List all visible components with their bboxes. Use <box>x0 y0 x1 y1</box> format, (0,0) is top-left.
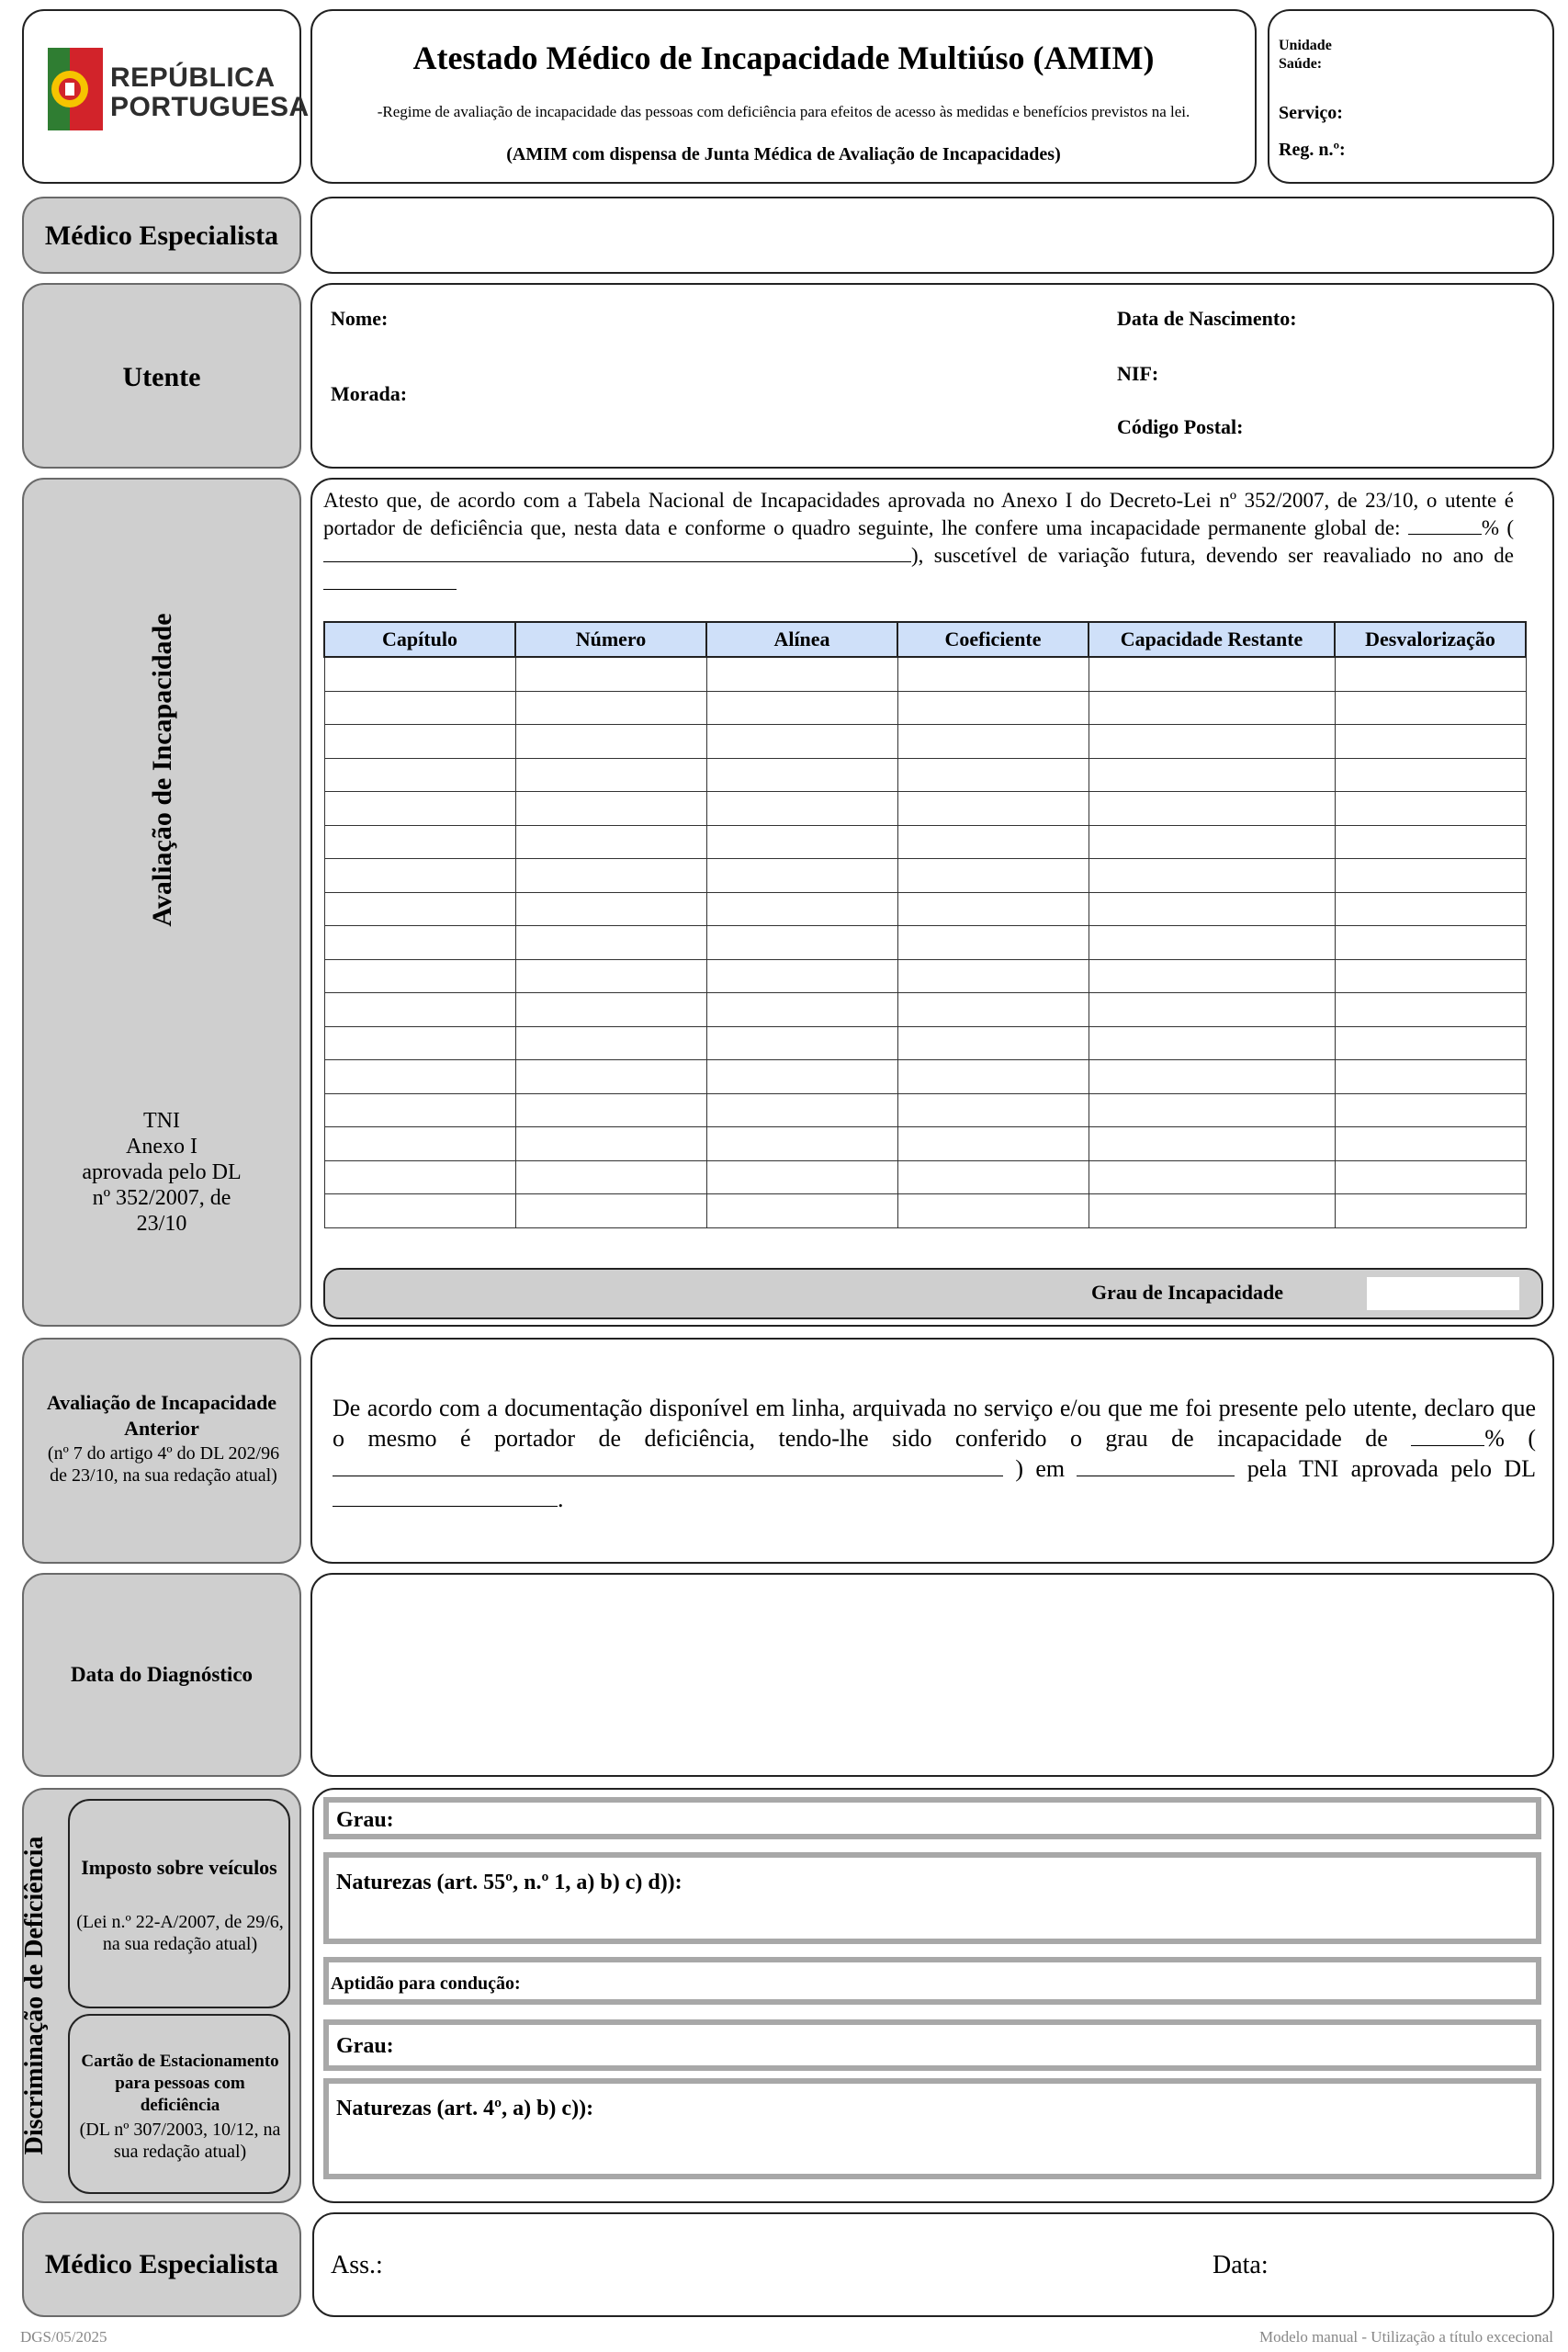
percent-words-field[interactable] <box>323 541 911 562</box>
table-cell[interactable] <box>324 657 515 691</box>
table-cell[interactable] <box>897 1026 1089 1060</box>
page-title: Atestado Médico de Incapacidade Multiúso (AMIM) <box>412 40 1155 76</box>
table-cell[interactable] <box>897 691 1089 725</box>
imposto-ref: (Lei n.º 22-A/2007, de 29/6, na sua redação atual) <box>76 1912 284 1954</box>
table-cell[interactable] <box>1335 1160 1526 1194</box>
table-row <box>324 657 1526 691</box>
table-cell[interactable] <box>1335 859 1526 893</box>
reavaliacao-year-field[interactable] <box>323 569 457 590</box>
table-cell[interactable] <box>706 758 897 792</box>
col-numero: Número <box>515 622 706 657</box>
morada-label: Morada: <box>331 382 408 405</box>
data-nascimento-label: Data de Nascimento: <box>1117 307 1297 330</box>
tni-note-line: 23/10 <box>136 1212 187 1236</box>
table-cell[interactable] <box>1089 691 1335 725</box>
table-cell[interactable] <box>897 993 1089 1027</box>
table-cell[interactable] <box>1089 657 1335 691</box>
table-row <box>324 892 1526 926</box>
grau2-label: Grau: <box>336 2034 394 2058</box>
table-cell[interactable] <box>897 1093 1089 1127</box>
discriminacao-label: Discriminação de Deficiência <box>20 1836 49 2155</box>
nif-label: NIF: <box>1117 362 1159 385</box>
table-cell[interactable] <box>1335 1026 1526 1060</box>
table-cell[interactable] <box>1089 1127 1335 1161</box>
table-cell[interactable] <box>324 758 515 792</box>
table-cell[interactable] <box>515 1194 706 1228</box>
anterior-date-field[interactable] <box>1077 1455 1235 1476</box>
table-cell[interactable] <box>897 825 1089 859</box>
anterior-period: . <box>558 1486 564 1512</box>
avaliacao-label-box <box>22 478 301 1327</box>
anterior-label-box <box>22 1338 301 1564</box>
anterior-box <box>310 1338 1554 1564</box>
table-row <box>324 1194 1526 1228</box>
table-row <box>324 1127 1526 1161</box>
footer-right: Modelo manual - Utilização a título excecional <box>1258 2328 1553 2346</box>
table-row <box>324 926 1526 960</box>
logo-box <box>22 9 310 184</box>
table-cell[interactable] <box>706 825 897 859</box>
table-cell[interactable] <box>324 959 515 993</box>
tni-note-line: aprovada pelo DL <box>82 1160 242 1184</box>
anterior-percent-field[interactable] <box>1411 1425 1484 1446</box>
table-cell[interactable] <box>1335 725 1526 759</box>
table-cell[interactable] <box>324 859 515 893</box>
signature-box <box>312 2212 1554 2317</box>
table-cell[interactable] <box>324 725 515 759</box>
table-cell[interactable] <box>324 926 515 960</box>
anterior-text-part1: De acordo com a documentação disponível em linha, arquivada no serviço e/ou que me foi presente pelo utente, declaro que o mesmo é portador de deficiência, tendo-lhe sido conferido o grau de incapacidade de <box>333 1395 1536 1452</box>
table-row <box>324 993 1526 1027</box>
table-row <box>324 1060 1526 1094</box>
table-cell[interactable] <box>1089 859 1335 893</box>
table-cell[interactable] <box>1335 657 1526 691</box>
naturezas1-label: Naturezas (art. 55º, n.º 1, a) b) c) d)): <box>336 1871 682 1894</box>
servico-label: Serviço: <box>1279 103 1343 123</box>
table-cell[interactable] <box>515 859 706 893</box>
table-cell[interactable] <box>515 792 706 826</box>
table-cell[interactable] <box>706 1127 897 1161</box>
table-cell[interactable] <box>1089 758 1335 792</box>
table-cell[interactable] <box>706 993 897 1027</box>
avaliacao-label: Avaliação de Incapacidade <box>147 613 177 927</box>
table-cell[interactable] <box>1089 993 1335 1027</box>
table-row <box>324 792 1526 826</box>
utente-box <box>310 283 1554 469</box>
naturezas2-field[interactable] <box>323 2078 1541 2179</box>
table-cell[interactable] <box>1089 825 1335 859</box>
diagnostico-label-box <box>22 1573 301 1777</box>
table-cell[interactable] <box>706 1060 897 1094</box>
table-cell[interactable] <box>1089 1160 1335 1194</box>
cartao-title: Cartão de Estacionamento para pessoas com deficiência <box>81 2052 279 2115</box>
col-coeficiente: Coeficiente <box>897 622 1089 657</box>
table-cell[interactable] <box>1335 792 1526 826</box>
avaliacao-text-part2: ), suscetível de variação futura, devendo ser reavaliado no ano de <box>911 544 1514 567</box>
table-cell[interactable] <box>706 1093 897 1127</box>
col-desvalorizacao: Desvalorização <box>1335 622 1526 657</box>
table-cell[interactable] <box>706 1026 897 1060</box>
table-cell[interactable] <box>324 825 515 859</box>
table-cell[interactable] <box>897 1194 1089 1228</box>
table-cell[interactable] <box>324 1060 515 1094</box>
table-cell[interactable] <box>1335 1093 1526 1127</box>
grau-incapacidade-bar <box>323 1268 1543 1319</box>
anterior-label-line2: Anterior <box>124 1417 199 1440</box>
cartao-ref: (DL nº 307/2003, 10/12, na sua redação atual) <box>79 2120 281 2162</box>
reg-label: Reg. n.º: <box>1279 140 1346 160</box>
table-cell[interactable] <box>706 691 897 725</box>
table-cell[interactable] <box>1089 1194 1335 1228</box>
table-cell[interactable] <box>897 725 1089 759</box>
table-cell[interactable] <box>324 1194 515 1228</box>
anterior-label-line1: Avaliação de Incapacidade <box>46 1391 277 1414</box>
anterior-percent-sign: % <box>1484 1425 1505 1452</box>
table-row <box>324 959 1526 993</box>
table-cell[interactable] <box>1089 892 1335 926</box>
table-cell[interactable] <box>706 1160 897 1194</box>
tni-note-line: Anexo I <box>126 1135 197 1159</box>
utente-label-box <box>22 283 301 469</box>
table-row <box>324 691 1526 725</box>
anterior-pela: pela TNI aprovada pelo DL <box>1247 1455 1537 1482</box>
page-note: (AMIM com dispensa de Junta Médica de Avaliação de Incapacidades) <box>506 144 1061 164</box>
anterior-ref: (nº 7 do artigo 4º do DL 202/96 de 23/10, na sua redação atual) <box>47 1443 280 1486</box>
aptidao-field[interactable] <box>323 1957 1541 2005</box>
table-cell[interactable] <box>1089 1093 1335 1127</box>
anterior-words-field[interactable] <box>333 1455 1003 1476</box>
table-cell[interactable] <box>897 926 1089 960</box>
table-cell[interactable] <box>515 691 706 725</box>
grau2-field[interactable] <box>323 2019 1541 2071</box>
footer-left: DGS/05/2025 <box>20 2328 107 2346</box>
table-row <box>324 825 1526 859</box>
table-row <box>324 859 1526 893</box>
grau-incapacidade-label: Grau de Incapacidade <box>1091 1281 1284 1304</box>
table-header-row <box>324 622 1526 657</box>
table-cell[interactable] <box>1335 1060 1526 1094</box>
table-cell[interactable] <box>515 959 706 993</box>
table-cell[interactable] <box>515 758 706 792</box>
table-cell[interactable] <box>324 1026 515 1060</box>
imposto-title: Imposto sobre veículos <box>81 1856 277 1879</box>
data-label: Data: <box>1213 2251 1269 2279</box>
avaliacao-text-part1: Atesto que, de acordo com a Tabela Nacional de Incapacidades aprovada no Anexo I do Decreto-Lei nº 352/2007, de 23/10, o utente é portador de deficiência que, nesta data e conforme o quadro seguinte, lhe confere uma incapacidade permanente global de: <box>323 489 1514 539</box>
anterior-dl-field[interactable] <box>333 1486 558 1507</box>
unidade-label: Unidade Saúde: <box>1279 38 1332 72</box>
medico-bottom-label: Médico Especialista <box>44 2249 279 2279</box>
table-cell[interactable] <box>897 657 1089 691</box>
tni-note-line: TNI <box>143 1109 180 1133</box>
table-cell[interactable] <box>897 1160 1089 1194</box>
medico-bottom-label-box <box>22 2212 301 2317</box>
table-cell[interactable] <box>324 691 515 725</box>
page-subtitle: -Regime de avaliação de incapacidade das pessoas com deficiência para efeitos de acesso às medidas e benefícios previstos na lei. <box>377 103 1190 120</box>
medico-top-label-box <box>22 197 301 274</box>
cartao-box <box>68 2014 290 2194</box>
grau-incapacidade-field[interactable] <box>1367 1277 1519 1310</box>
table-cell[interactable] <box>324 993 515 1027</box>
table-cell[interactable] <box>897 859 1089 893</box>
table-row <box>324 1093 1526 1127</box>
table-cell[interactable] <box>515 1127 706 1161</box>
table-cell[interactable] <box>515 657 706 691</box>
table-cell[interactable] <box>706 926 897 960</box>
col-alinea: Alínea <box>706 622 897 657</box>
table-cell[interactable] <box>706 1194 897 1228</box>
col-capitulo: Capítulo <box>324 622 515 657</box>
table-cell[interactable] <box>1335 993 1526 1027</box>
table-cell[interactable] <box>1335 926 1526 960</box>
table-row <box>324 758 1526 792</box>
codigo-postal-label: Código Postal: <box>1117 415 1244 438</box>
table-cell[interactable] <box>515 825 706 859</box>
table-cell[interactable] <box>515 1026 706 1060</box>
tni-note-line: nº 352/2007, de <box>92 1186 231 1210</box>
ass-label: Ass.: <box>331 2251 383 2279</box>
table-cell[interactable] <box>897 792 1089 826</box>
grau1-field[interactable] <box>323 1797 1541 1839</box>
diagnostico-label: Data do Diagnóstico <box>70 1663 254 1686</box>
grau1-label: Grau: <box>336 1808 394 1832</box>
anterior-open-paren: ( <box>1528 1425 1536 1452</box>
table-cell[interactable] <box>897 758 1089 792</box>
table-cell[interactable] <box>897 892 1089 926</box>
table-cell[interactable] <box>515 1160 706 1194</box>
table-cell[interactable] <box>515 725 706 759</box>
table-cell[interactable] <box>1335 959 1526 993</box>
medico-top-field[interactable] <box>310 197 1554 274</box>
table-cell[interactable] <box>706 892 897 926</box>
table-cell[interactable] <box>706 657 897 691</box>
tni-table <box>323 621 1527 1228</box>
table-cell[interactable] <box>1089 792 1335 826</box>
table-cell[interactable] <box>515 926 706 960</box>
table-cell[interactable] <box>324 1160 515 1194</box>
title-box <box>310 9 1257 184</box>
table-cell[interactable] <box>515 892 706 926</box>
naturezas2-label: Naturezas (art. 4º, a) b) c)): <box>336 2097 594 2120</box>
table-cell[interactable] <box>1089 959 1335 993</box>
table-cell[interactable] <box>515 1060 706 1094</box>
table-cell[interactable] <box>1335 892 1526 926</box>
discriminacao-label-box <box>22 1788 301 2203</box>
naturezas1-field[interactable] <box>323 1852 1541 1944</box>
table-cell[interactable] <box>1335 825 1526 859</box>
imposto-box <box>68 1799 290 2008</box>
table-cell[interactable] <box>706 725 897 759</box>
table-cell[interactable] <box>324 792 515 826</box>
table-cell[interactable] <box>324 892 515 926</box>
table-cell[interactable] <box>1089 725 1335 759</box>
table-cell[interactable] <box>897 959 1089 993</box>
table-cell[interactable] <box>897 1127 1089 1161</box>
percent-field[interactable] <box>1408 514 1482 535</box>
table-cell[interactable] <box>706 959 897 993</box>
diagnostico-field[interactable] <box>310 1573 1554 1777</box>
unit-box <box>1268 9 1554 184</box>
anterior-statement <box>333 1393 1536 1514</box>
table-row <box>324 1026 1526 1060</box>
open-paren: ( <box>1506 516 1515 539</box>
table-row <box>324 725 1526 759</box>
table-cell[interactable] <box>1089 926 1335 960</box>
anterior-em: ) em <box>1015 1455 1066 1482</box>
table-cell[interactable] <box>1335 758 1526 792</box>
percent-sign: % <box>1481 516 1499 539</box>
republica-portuguesa-logo-icon <box>48 48 103 130</box>
table-cell[interactable] <box>324 1093 515 1127</box>
logo-text-line1: REPÚBLICA <box>110 62 276 93</box>
nome-label: Nome: <box>331 307 389 330</box>
table-cell[interactable] <box>324 1127 515 1161</box>
medico-top-label: Médico Especialista <box>44 220 279 251</box>
aptidao-label: Aptidão para condução: <box>331 1973 521 1994</box>
table-cell[interactable] <box>1089 1026 1335 1060</box>
table-cell[interactable] <box>1089 1060 1335 1094</box>
avaliacao-statement <box>323 487 1514 596</box>
utente-label: Utente <box>122 362 201 392</box>
table-cell[interactable] <box>1335 691 1526 725</box>
table-cell[interactable] <box>706 859 897 893</box>
logo-text-line2: PORTUGUESA <box>110 92 310 122</box>
table-cell[interactable] <box>1335 1194 1526 1228</box>
table-cell[interactable] <box>515 1093 706 1127</box>
table-row <box>324 1160 1526 1194</box>
table-cell[interactable] <box>897 1060 1089 1094</box>
table-cell[interactable] <box>706 792 897 826</box>
col-capacidade-restante: Capacidade Restante <box>1089 622 1335 657</box>
table-cell[interactable] <box>1335 1127 1526 1161</box>
tni-note <box>24 1108 299 1237</box>
table-cell[interactable] <box>515 993 706 1027</box>
